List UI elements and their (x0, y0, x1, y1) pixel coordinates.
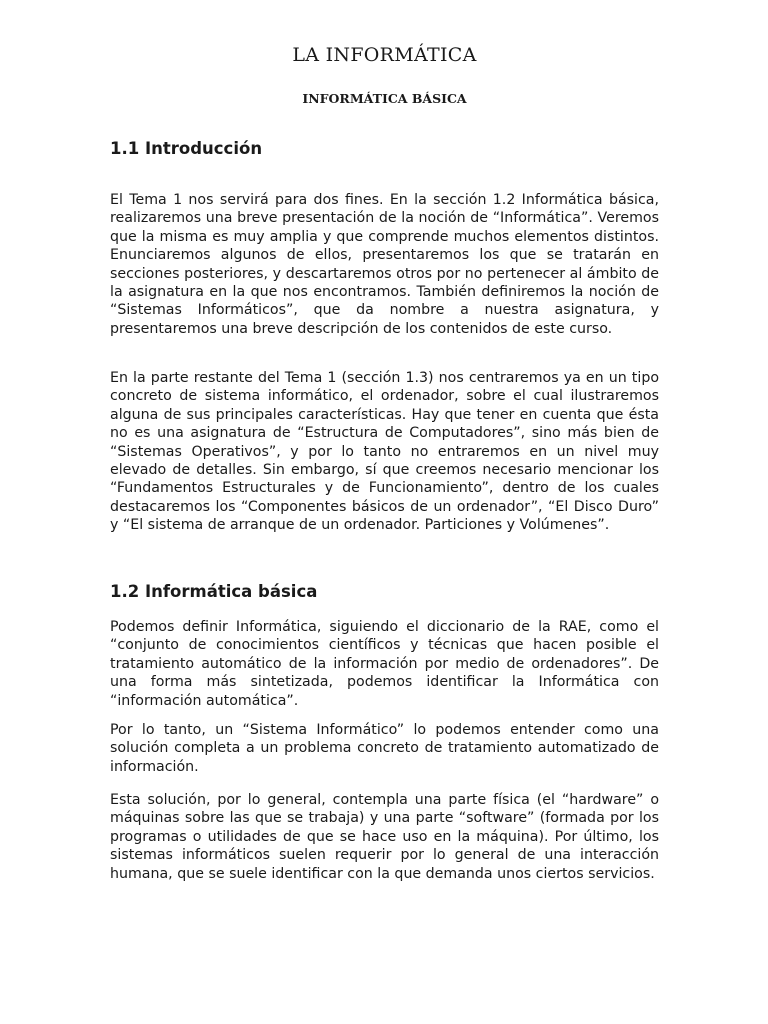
section-heading-informatica-basica: 1.2 Informática básica (110, 582, 318, 601)
section-heading-introduccion: 1.1 Introducción (110, 139, 263, 158)
paragraph: En la parte restante del Tema 1 (sección 1.3) nos centraremos ya en un tipo concreto de sistema informático, el ordenador, sobre el cual ilustraremos alguna de sus principales características. Hay que tener en cuenta que ésta no es una asignatura de “Estructura de Computadores”, sino más bien de “Sistemas Operativos”, y por lo tanto no entraremos en un nivel muy elevado de detalles. Sin embargo, sí que creemos necesario mencionar los “Fundamentos Estructurales y de Funcionamiento”, dentro de los cuales destacaremos los “Componentes básicos de un ordenador”, “El Disco Duro” y “El sistema de arranque de un ordenador. Particiones y Volúmenes”. (110, 370, 659, 534)
paragraph: El Tema 1 nos servirá para dos fines. En la sección 1.2 Informática básica, realizaremos una breve presentación de la noción de “Informática”. Veremos que la misma es muy amplia y que comprende muchos elementos distintos. Enunciaremos algunos de ellos, presentaremos los que se tratarán en secciones posteriores, y descartaremos otros por no pertenecer al ámbito de la asignatura en la que nos encontramos. También definiremos la noción de “Sistemas Informáticos”, que da nombre a nuestra asignatura, y presentaremos una breve descripción de los contenidos de este curso. (110, 192, 659, 337)
paragraph: Por lo tanto, un “Sistema Informático” lo podemos entender como una solución completa a un problema concreto de tratamiento automatizado de información. (110, 722, 659, 775)
document-subtitle: INFORMÁTICA BÁSICA (302, 91, 467, 106)
paragraph: Esta solución, por lo general, contempla una parte física (el “hardware” o máquinas sobre las que se trabaja) y una parte “software” (formada por los programas o utilidades de que se hace uso en la máquina). Por último, los sistemas informáticos suelen requerir por lo general de una interacción humana, que se suele identificar con la que demanda unos ciertos servicios. (110, 792, 659, 882)
document-title: LA INFORMÁTICA (292, 44, 477, 66)
paragraph: Podemos definir Informática, siguiendo el diccionario de la RAE, como el “conjunto de conocimientos científicos y técnicas que hacen posible el tratamiento automático de la información por medio de ordenadores”. De una forma más sintetizada, podemos identificar la Informática con “información automática”. (110, 619, 659, 709)
